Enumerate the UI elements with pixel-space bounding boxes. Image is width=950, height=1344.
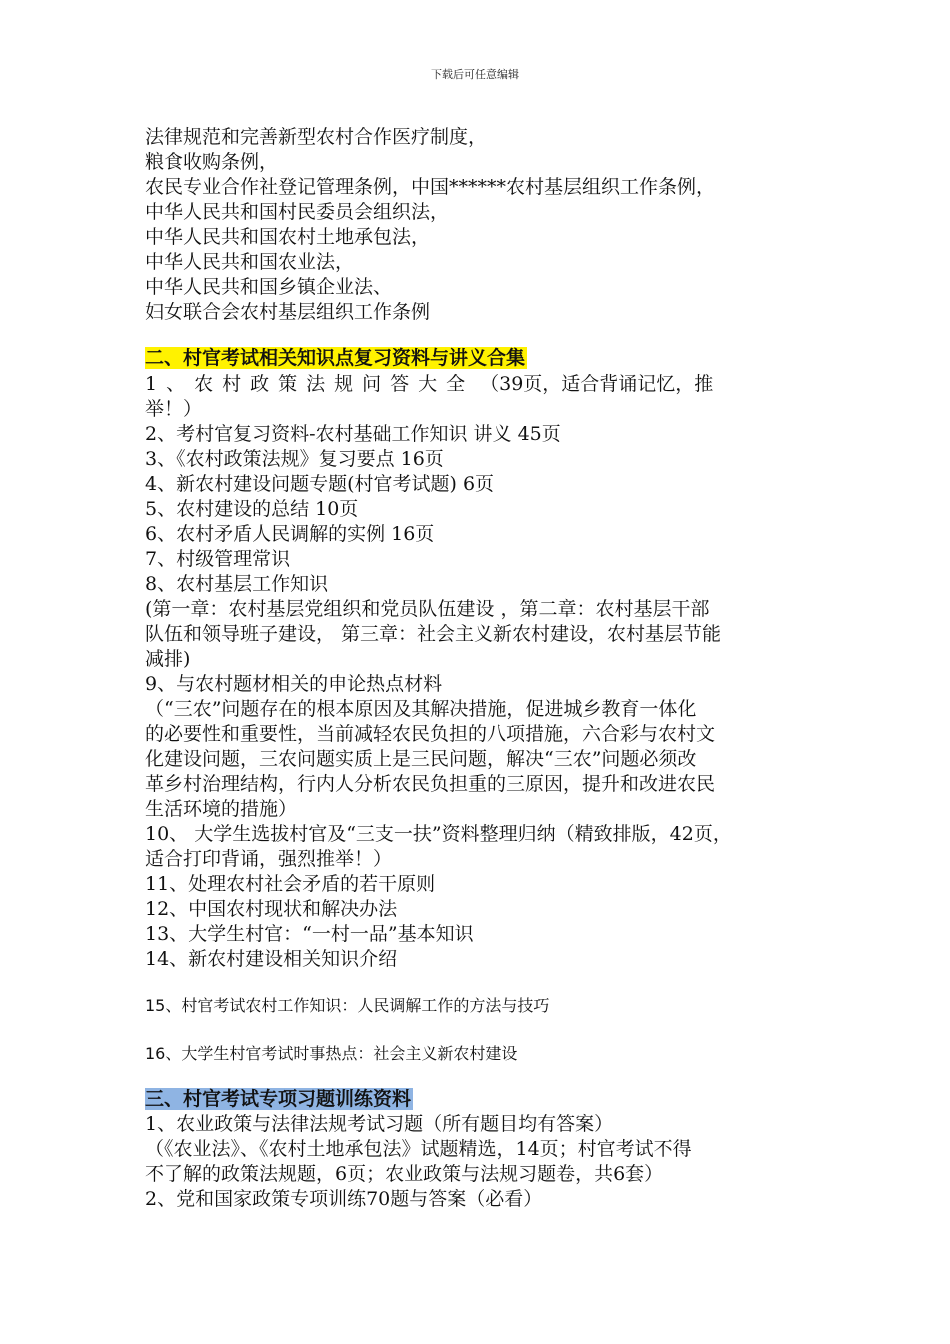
list-line: 5、农村建设的总结 10页 — [145, 498, 359, 520]
list-item-1-detail: （39页，适合背诵记忆，推 — [474, 373, 714, 395]
list-item-16: 16、大学生村官考试时事热点：社会主义新农村建设 — [145, 1044, 518, 1063]
intro-line: 中华人民共和国乡镇企业法、 — [145, 276, 393, 298]
list-line: 10、 大学生选拔村官及“三支一扶”资料整理归纳（精致排版，42页， — [145, 823, 732, 845]
list-line: 2、党和国家政策专项训练70题与答案（必看） — [145, 1188, 543, 1210]
list-line: 生活环境的措施） — [145, 798, 298, 820]
list-line: （“三农”问题存在的根本原因及其解决措施，促进城乡教育一体化 — [145, 698, 697, 720]
intro-line: 妇女联合会农村基层组织工作条例 — [145, 301, 431, 323]
list-line: 14、新农村建设相关知识介绍 — [145, 948, 398, 970]
intro-line: 中华人民共和国农村土地承包法， — [145, 226, 431, 248]
list-line: 化建设问题，三农问题实质上是三民问题，解决“三农”问题必须改 — [145, 748, 697, 770]
list-line: 举！） — [145, 398, 203, 420]
intro-line: 中华人民共和国村民委员会组织法， — [145, 201, 450, 223]
list-line: 12、中国农村现状和解决办法 — [145, 898, 398, 920]
list-line: 7、村级管理常识 — [145, 548, 291, 570]
list-line: （《农业法》、《农村土地承包法》试题精选，14页；村官考试不得 — [145, 1138, 692, 1160]
list-item-1-title: 1、农村政策法规问答大全 — [145, 373, 475, 395]
section-heading-3 — [145, 1087, 413, 1111]
intro-line: 农民专业合作社登记管理条例，中国******农村基层组织工作条例， — [145, 176, 716, 198]
list-line: 适合打印背诵，强烈推举！） — [145, 848, 393, 870]
list-line: 2、考村官复习资料-农村基础工作知识 讲义 45页 — [145, 423, 561, 445]
list-line: (第一章：农村基层党组织和党员队伍建设 ，第二章：农村基层干部 — [145, 598, 710, 620]
section-heading-2 — [145, 346, 527, 370]
list-line: 6、农村矛盾人民调解的实例 16页 — [145, 523, 435, 545]
list-line: 队伍和领导班子建设， 第三章：社会主义新农村建设，农村基层节能 — [145, 623, 722, 645]
page-header: 下载后可任意编辑 — [431, 68, 519, 81]
list-line: 3、《农村政策法规》复习要点 16页 — [145, 448, 444, 470]
list-line: 11、处理农村社会矛盾的若干原则 — [145, 873, 436, 895]
list-line: 1、农业政策与法律法规考试习题（所有题目均有答案） — [145, 1113, 614, 1135]
list-line: 革乡村治理结构，行内人分析农民负担重的三原因，提升和改进农民 — [145, 773, 716, 795]
list-line: 13、大学生村官：“一村一品”基本知识 — [145, 923, 474, 945]
list-item-15: 15、村官考试农村工作知识：人民调解工作的方法与技巧 — [145, 996, 550, 1015]
list-line: 8、农村基层工作知识 — [145, 573, 329, 595]
list-item-1 — [145, 372, 713, 396]
section-heading-2-text: 二、村官考试相关知识点复习资料与讲义合集 — [145, 347, 526, 369]
section-heading-3-text: 三、村官考试专项习题训练资料 — [145, 1088, 412, 1110]
list-line: 9、与农村题材相关的申论热点材料 — [145, 673, 443, 695]
list-line: 不了解的政策法规题，6页；农业政策与法规习题卷，共6套） — [145, 1163, 664, 1185]
list-line: 的必要性和重要性，当前减轻农民负担的八项措施，六合彩与农村文 — [145, 723, 716, 745]
intro-line: 法律规范和完善新型农村合作医疗制度， — [145, 126, 488, 148]
list-line: 减排) — [145, 648, 191, 670]
list-line: 4、新农村建设问题专题(村官考试题) 6页 — [145, 473, 495, 495]
intro-line: 中华人民共和国农业法， — [145, 251, 355, 273]
intro-line: 粮食收购条例， — [145, 151, 279, 173]
